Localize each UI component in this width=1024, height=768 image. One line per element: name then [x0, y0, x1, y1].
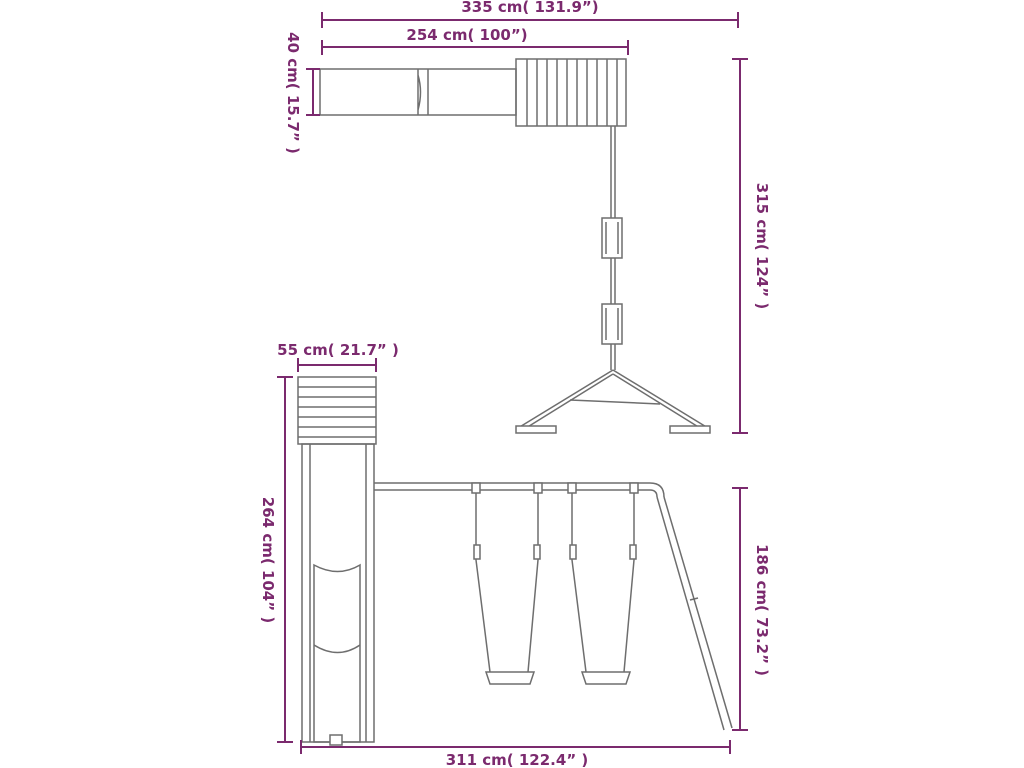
top-swing-seat-2: [602, 304, 622, 344]
dim-front-total-width: [301, 740, 730, 768]
label-swing-height: 186 cm( 73.2” ): [753, 543, 771, 677]
label-top-depth: 315 cm( 124” ): [753, 182, 771, 310]
dim-top-depth: [732, 59, 771, 433]
label-top-total-width: 335 cm( 131.9”): [461, 0, 599, 16]
front-view-drawing: [298, 377, 732, 745]
label-front-total-width: 311 cm( 122.4” ): [445, 751, 589, 768]
top-foot-right: [670, 426, 710, 433]
dim-tower-width: [277, 341, 399, 372]
dim-tower-height: [259, 377, 293, 742]
top-foot-left: [516, 426, 556, 433]
label-top-slide-length: 254 cm( 100”): [406, 26, 528, 44]
front-tower: [302, 444, 374, 742]
top-swing-seat-1: [602, 218, 622, 258]
dim-top-total-width: [322, 0, 738, 28]
front-swing-2: [568, 483, 638, 684]
dim-top-slide-length: [322, 26, 628, 55]
front-swing-1: [472, 483, 542, 684]
top-view-drawing: [320, 59, 710, 433]
dim-swing-height: [732, 488, 771, 730]
label-tower-height: 264 cm( 104” ): [259, 496, 277, 624]
label-tower-width: 55 cm( 21.7” ): [277, 341, 399, 359]
top-deck: [516, 59, 626, 126]
dim-top-slide-width: [284, 32, 320, 154]
label-top-slide-width: 40 cm( 15.7” ): [284, 32, 302, 154]
